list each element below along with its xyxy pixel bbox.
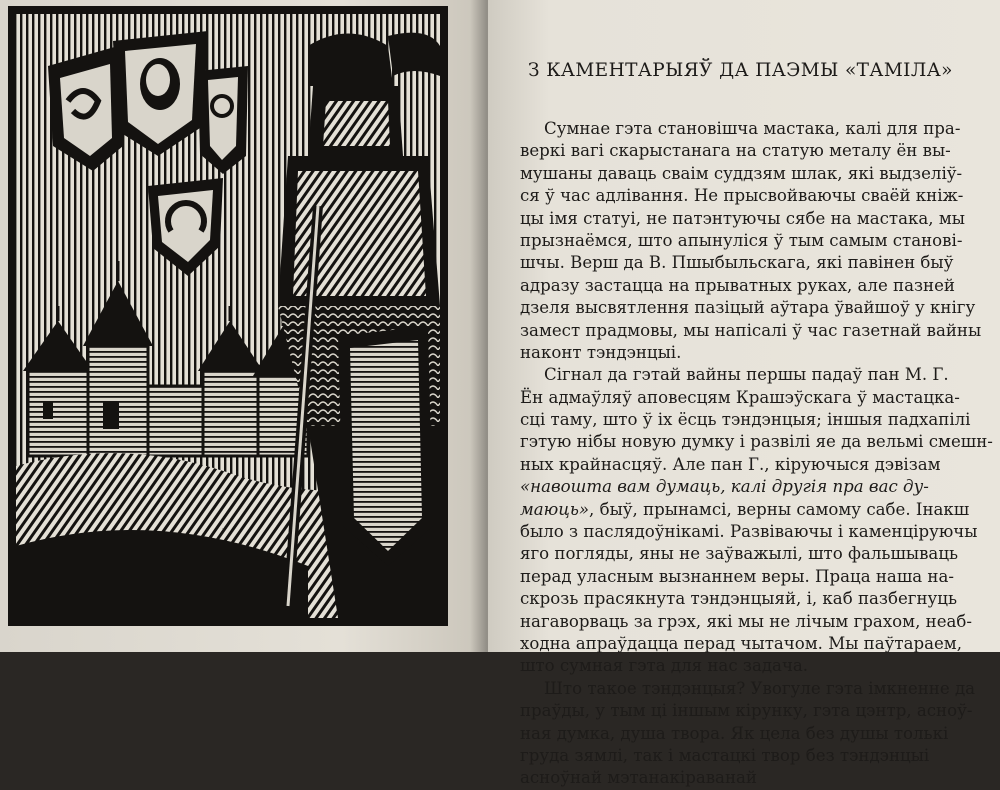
text-line: скрозь прасякнута тэндэнцыяй, і, каб пазбегнуць <box>520 589 957 609</box>
text-line: веркі вагі скарыстанага на статую металу ён вы- <box>520 141 951 161</box>
text-line: што сумная гэта для нас задача. <box>520 656 809 676</box>
text-line: Ён адмаўляў аповесцям Крашэўскага ў мастацка- <box>520 387 960 407</box>
text-line: наконт тэндэнцыі. <box>520 342 682 362</box>
text-line: ная думка, душа твора. Як цела без душы толькі <box>520 723 949 743</box>
text-line: сці таму, што ў іх ёсць тэндэнцыя; іншыя падхапілі <box>520 410 971 430</box>
text-line: прызнаёмся, што апынуліся ў тым самым станові- <box>520 230 963 250</box>
text-line: Што такое тэндэнцыя? Увогуле гэта імкненне да <box>544 678 976 698</box>
text-line: груда зямлі, так і мастацкі твор без тэндэнцыі <box>520 745 930 765</box>
left-page <box>0 0 488 652</box>
text-line: асноўнай мэтанакіраванай <box>520 768 757 788</box>
text-line: праўды, у тым ці іншым кірунку, гэта цэнтр, асноў- <box>520 701 973 721</box>
text-line: Сумнае гэта становішча мастака, калі для пра- <box>544 119 961 138</box>
text-line: замест прадмовы, мы напісалі ў час газетнай вайны <box>520 320 982 340</box>
italic-fragment: маюць» <box>520 499 590 519</box>
text-line: ся ў час адлівання. Не прысвойваючы сваёй кніж- <box>520 186 964 206</box>
text-line: адразу застацца на прыватных руках, але пазней <box>520 275 955 295</box>
text-line: дзеля высвятлення пазіцый аўтара ўвайшоў у кнігу <box>520 298 976 318</box>
woodcut-illustration <box>8 6 448 626</box>
text-line: яго погляды, яны не заўважылі, што фальшываць <box>520 544 959 564</box>
text-line: «навошта вам думаць, калі другія пра вас ду- <box>520 477 929 497</box>
text-line: перад уласным вызнаннем веры. Праца наша на- <box>520 566 954 586</box>
chapter-heading: З КАМЕНТАРЫЯЎ ДА ПАЭМЫ «ТАМІЛА» <box>528 60 953 81</box>
body-text <box>520 118 998 790</box>
text-line <box>520 499 998 521</box>
text-line: ных крайнасцяў. Але пан Г., кіруючыся дэвізам <box>520 454 941 474</box>
text-fragment: , быў, прынамсі, верны самому сабе. Інакш <box>589 499 970 519</box>
text-line: было з паслядоўнікамі. Развіваючы і каменціруючы <box>520 522 978 542</box>
text-line: гэтую нібы новую думку і развілі яе да вельмі смешн- <box>520 432 993 452</box>
article-text <box>508 0 996 788</box>
text-line: цы імя статуі, не патэнтуючы сябе на мастака, мы <box>520 208 965 228</box>
text-line: ходна апраўдацца перад чытачом. Мы паўтараем, <box>520 633 962 653</box>
text-line: мушаны даваць сваім суддзям шлак, які выдзеліў- <box>520 163 963 183</box>
text-line: Сігнал да гэтай вайны першы падаў пан М. Г. <box>544 365 949 385</box>
text-line: шчы. Верш да В. Пшыбыльскага, які павінен быў <box>520 253 954 273</box>
text-line: нагаворваць за грэх, які мы не лічым грахом, неаб- <box>520 611 973 631</box>
